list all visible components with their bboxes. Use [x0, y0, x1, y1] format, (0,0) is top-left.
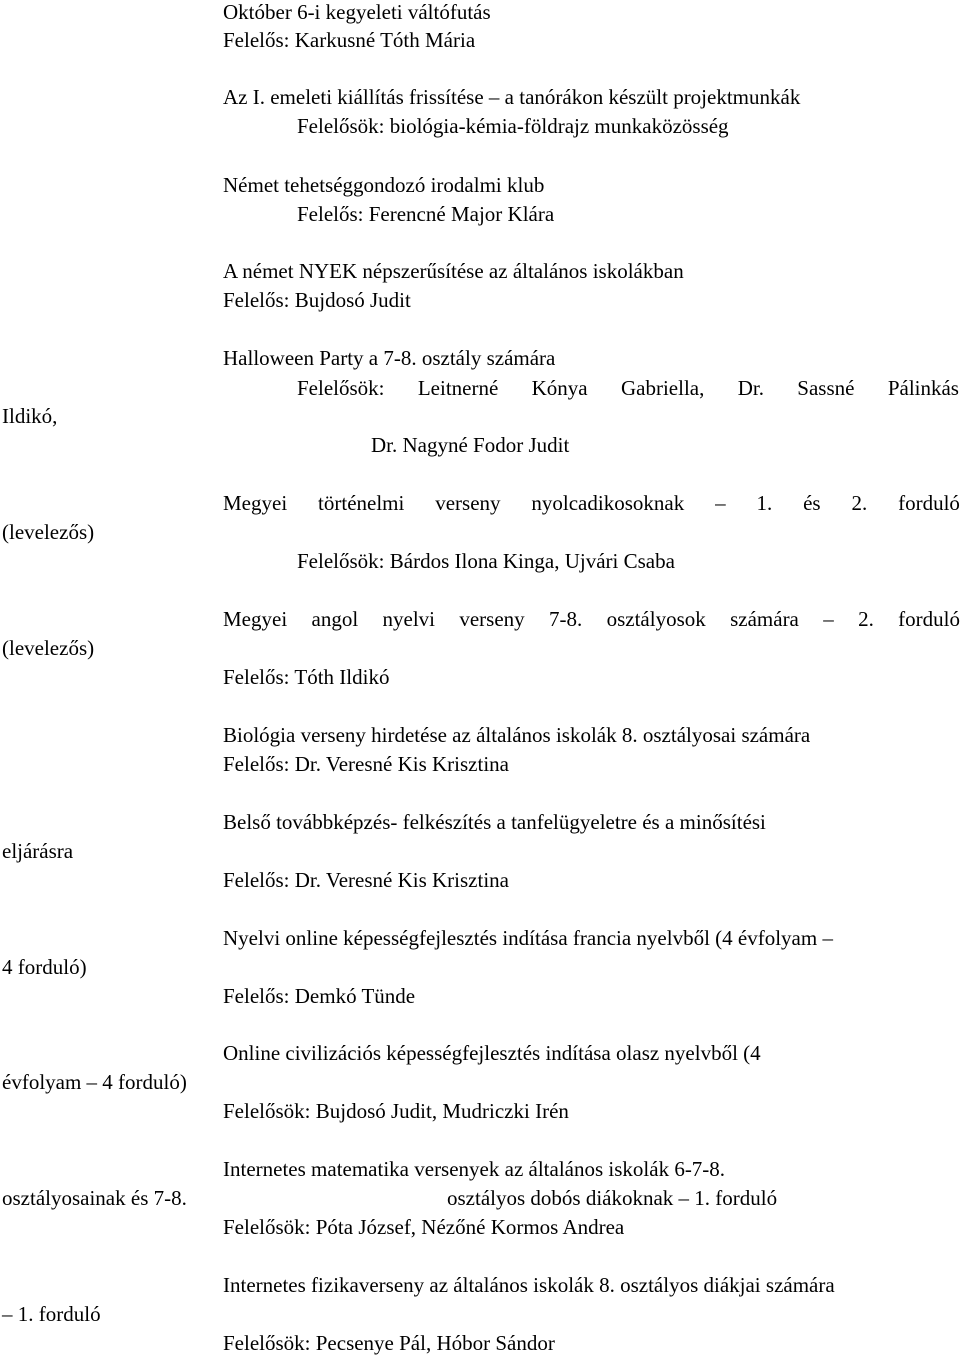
word: Gabriella,	[620, 376, 705, 400]
event-title	[223, 609, 960, 630]
event-title: Biológia verseny hirdetése az általános iskolák 8. osztályosai számára	[223, 723, 811, 747]
responsible-line: Felelősök: biológia-kémia-földrajz munkaközösség	[297, 114, 729, 138]
event-title: A német NYEK népszerűsítése az általános iskolákban	[223, 259, 684, 283]
event-title: Nyelvi online képességfejlesztés indítása francia nyelvből (4 évfolyam –	[223, 926, 833, 950]
word: Pálinkás	[887, 376, 959, 400]
event-title: Német tehetséggondozó irodalmi klub	[223, 173, 545, 197]
word: 1.	[756, 491, 773, 515]
responsible-line: Felelős: Tóth Ildikó	[223, 665, 390, 689]
overflow-text: 4 forduló)	[2, 955, 87, 979]
event-title: Halloween Party a 7-8. osztály számára	[223, 346, 556, 370]
word: nyolcadikosoknak	[531, 491, 685, 515]
word: verseny	[435, 491, 501, 515]
word: Felelősök:	[297, 376, 385, 400]
responsible-line: Felelősök: Bujdosó Judit, Mudriczki Irén	[223, 1099, 569, 1123]
responsible-line: Felelős: Dr. Veresné Kis Krisztina	[223, 752, 509, 776]
event-title: Internetes fizikaverseny az általános iskolák 8. osztályos diákjai számára	[223, 1273, 835, 1297]
responsible-line: Felelősök: Póta József, Nézőné Kormos Andrea	[223, 1215, 625, 1239]
overflow-text: (levelezős)	[2, 636, 95, 660]
word: –	[823, 607, 834, 631]
overflow-text: Ildikó,	[2, 404, 58, 428]
word: Leitnerné	[417, 376, 499, 400]
overflow-text: eljárásra	[2, 839, 74, 863]
overflow-text: (levelezős)	[2, 520, 95, 544]
word: történelmi	[318, 491, 405, 515]
responsible-line: Felelős: Bujdosó Judit	[223, 288, 411, 312]
event-title: Belső továbbképzés- felkészítés a tanfelügyeletre és a minősítési	[223, 810, 766, 834]
responsible-line: Felelősök: Bárdos Ilona Kinga, Ujvári Csaba	[297, 549, 675, 573]
event-title: Az I. emeleti kiállítás frissítése – a tanórákon készült projektmunkák	[223, 85, 801, 109]
word: angol	[311, 607, 359, 631]
word: nyelvi	[382, 607, 435, 631]
word: 2.	[858, 607, 874, 631]
word: –	[715, 491, 726, 515]
word: és	[803, 491, 821, 515]
responsible-line: Felelősök: Pecsenye Pál, Hóbor Sándor	[223, 1331, 555, 1355]
word: forduló	[898, 607, 960, 631]
responsible-line	[297, 378, 959, 399]
overflow-text: évfolyam – 4 forduló)	[2, 1070, 187, 1094]
responsible-line: Felelős: Ferencné Major Klára	[297, 202, 555, 226]
word: osztályosok	[606, 607, 706, 631]
responsible-line: Felelős: Karkusné Tóth Mária	[223, 28, 476, 52]
word: Megyei	[223, 607, 288, 631]
overflow-text: – 1. forduló	[2, 1302, 101, 1326]
word: forduló	[898, 491, 960, 515]
event-title: Október 6-i kegyeleti váltófutás	[223, 0, 491, 24]
word: Dr.	[737, 376, 764, 400]
word: Sassné	[797, 376, 855, 400]
responsible-line: Dr. Nagyné Fodor Judit	[371, 433, 570, 457]
responsible-line: Felelős: Dr. Veresné Kis Krisztina	[223, 868, 509, 892]
responsible-line: Felelős: Demkó Tünde	[223, 984, 416, 1008]
word: Kónya	[531, 376, 588, 400]
word: verseny	[459, 607, 525, 631]
overflow-text: osztályosainak és 7-8.	[2, 1186, 187, 1210]
event-title: Online civilizációs képességfejlesztés indítása olasz nyelvből (4	[223, 1041, 761, 1065]
word: számára	[730, 607, 799, 631]
word: 2.	[851, 491, 868, 515]
word: Megyei	[223, 491, 288, 515]
event-title: Internetes matematika versenyek az általános iskolák 6-7-8.	[223, 1157, 726, 1181]
event-title-continuation: osztályos dobós diákoknak – 1. forduló	[447, 1186, 778, 1210]
event-title	[223, 493, 960, 514]
word: 7-8.	[549, 607, 583, 631]
